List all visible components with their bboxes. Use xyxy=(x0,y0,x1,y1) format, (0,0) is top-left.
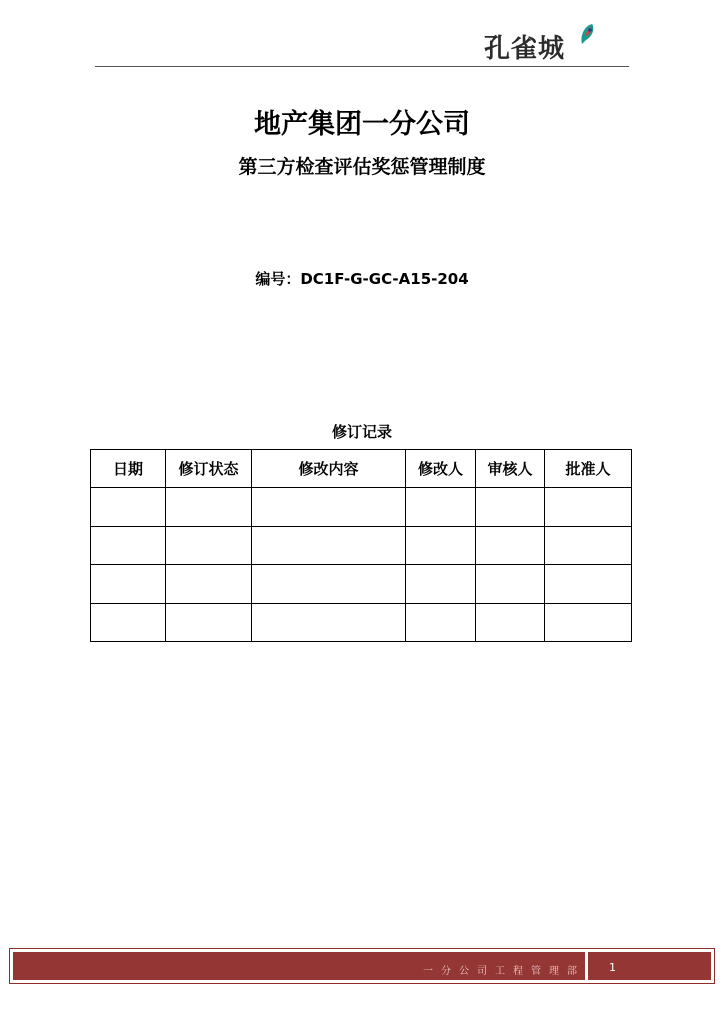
column-header-changes: 修改内容 xyxy=(252,450,406,488)
table-cell xyxy=(476,565,545,604)
table-cell xyxy=(406,488,476,527)
table-cell xyxy=(91,565,166,604)
table-cell xyxy=(166,526,252,565)
table-cell xyxy=(166,488,252,527)
table-cell xyxy=(406,603,476,642)
page-footer xyxy=(9,948,715,984)
table-row xyxy=(91,488,632,527)
table-cell xyxy=(91,603,166,642)
table-cell xyxy=(545,488,632,527)
column-header-approver: 批准人 xyxy=(545,450,632,488)
table-cell xyxy=(476,526,545,565)
table-cell xyxy=(545,603,632,642)
column-header-reviewer: 审核人 xyxy=(476,450,545,488)
table-cell xyxy=(545,526,632,565)
page-number: 1 xyxy=(609,961,616,974)
table-row xyxy=(91,526,632,565)
table-cell xyxy=(476,488,545,527)
table-cell xyxy=(252,565,406,604)
document-subtitle: 第三方检查评估奖惩管理制度 xyxy=(238,156,486,178)
revision-table-caption: 修订记录 xyxy=(331,423,392,441)
footer-bar xyxy=(13,952,711,980)
footer-department: 一分公司工程管理部 xyxy=(423,966,585,977)
table-row xyxy=(91,565,632,604)
table-cell xyxy=(91,526,166,565)
table-cell xyxy=(406,526,476,565)
document-title: 地产集团一分公司 xyxy=(254,109,470,140)
table-cell xyxy=(91,488,166,527)
table-cell xyxy=(545,565,632,604)
table-cell xyxy=(476,603,545,642)
table-cell xyxy=(166,565,252,604)
table-cell xyxy=(166,603,252,642)
company-logo xyxy=(484,22,596,62)
column-header-modifier: 修改人 xyxy=(406,450,476,488)
footer-divider xyxy=(585,952,588,980)
column-header-date: 日期 xyxy=(91,450,166,488)
table-cell xyxy=(252,603,406,642)
table-cell xyxy=(406,565,476,604)
peacock-feather-icon xyxy=(578,22,596,46)
table-cell xyxy=(252,526,406,565)
header-divider xyxy=(95,66,629,67)
revision-table-header-row xyxy=(91,450,632,488)
table-row xyxy=(91,603,632,642)
column-header-revision-status: 修订状态 xyxy=(166,450,252,488)
revision-table xyxy=(90,449,632,642)
logo-text: 孔雀城 xyxy=(484,34,566,64)
document-number: 编号：DC1F-G-GC-A15-204 xyxy=(255,270,469,288)
table-cell xyxy=(252,488,406,527)
